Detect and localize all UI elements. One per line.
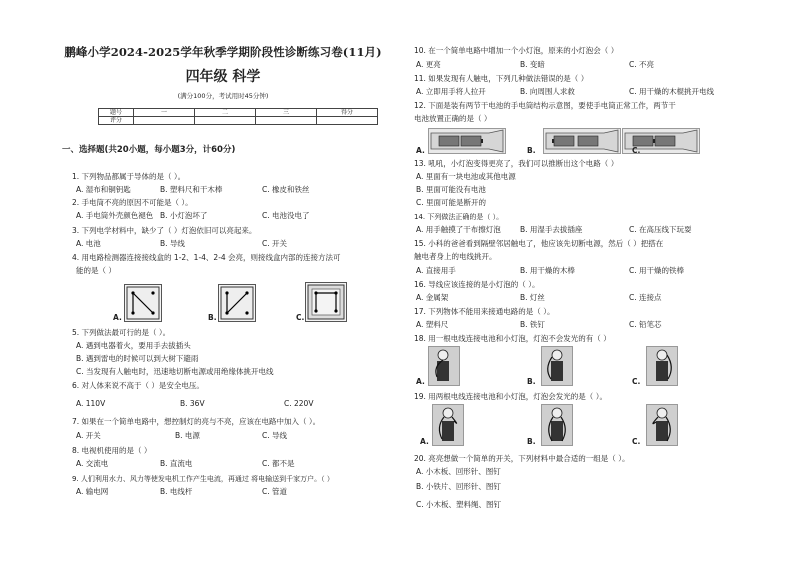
option: A. 输电网: [76, 487, 109, 496]
circuit-photo: [428, 346, 460, 386]
table-cell: 二: [195, 109, 256, 117]
question-text: 4. 用电路检测器连接接线盒的 1-2、1-4、2-4 会亮，则接线盒内部的连接方法可: [72, 253, 341, 262]
option: C. 在高压线下玩耍: [629, 225, 692, 234]
circuit-photo: [646, 404, 678, 446]
option: C. 用干燥的铁棒: [629, 266, 685, 275]
option: B. 塑料尺和干木棒: [160, 185, 223, 194]
option: C. 用干燥的木棍挑开电线: [629, 87, 715, 96]
question-text: 触电者身上的电线挑开。: [414, 252, 497, 261]
option: B. 铁钉: [520, 320, 545, 329]
option: B. 小灯泡坏了: [160, 211, 208, 220]
circuit-photo: [541, 404, 573, 446]
question-text: 5. 下列做法最可行的是（ ）。: [72, 328, 171, 337]
table-cell: [256, 117, 317, 125]
table-cell: [317, 117, 378, 125]
figure-label: C.: [632, 437, 641, 446]
option: C. 小木板、塑料绳、图钉: [416, 500, 502, 509]
option: B. 用湿手去拔插座: [520, 225, 583, 234]
figure-label: C.: [296, 313, 305, 322]
option: B. 变暗: [520, 60, 545, 69]
option: C. 橡皮和铁丝: [262, 185, 310, 194]
option: C. 导线: [262, 431, 288, 440]
table-row: [99, 109, 378, 117]
option: C. 管道: [262, 487, 288, 496]
figure-label: A.: [113, 313, 122, 322]
option: A. 立即用手将人拉开: [416, 87, 486, 96]
table-cell: 题号: [99, 109, 134, 117]
question-text: 能的是（ ）: [76, 266, 116, 275]
question-text: 8. 电视机使用的是（ ）: [72, 446, 152, 455]
question-text: 1. 下列物品都属于导体的是（ ）。: [72, 172, 186, 181]
option: A. 电池: [76, 239, 101, 248]
option: A. 金属架: [416, 293, 449, 302]
option: B. 遇到雷电的时候可以到大树下避雨: [76, 354, 199, 363]
option: A. 塑料尺: [416, 320, 449, 329]
figure-label: A.: [416, 377, 425, 386]
junction-box-figure: [305, 282, 347, 322]
option: C. 不亮: [629, 60, 655, 69]
option: A. 小木板、回形针、图钉: [416, 467, 501, 476]
option: C. 220V: [284, 399, 314, 408]
option: C. 连接点: [629, 293, 662, 302]
option: C. 里面可能是断开的: [416, 198, 487, 207]
option: A. 用手触摸了干布擦灯泡: [416, 225, 501, 234]
question-text: 18. 用一根电线连接电池和小灯泡，灯泡不会发光的有（ ）: [414, 334, 611, 343]
table-cell: [134, 117, 195, 125]
exam-title: 鹏峰小学2024-2025学年秋季学期阶段性诊断练习卷(11月): [64, 45, 382, 59]
table-row: [99, 117, 378, 125]
table-cell: 得分: [317, 109, 378, 117]
option: B. 电线杆: [160, 487, 193, 496]
question-text: 12. 下面是装有两节干电池的手电筒结构示意图，要使手电筒正常工作，两节干: [414, 101, 676, 110]
section-heading: 一、选择题(共20小题，每小题3分，计60分): [62, 145, 236, 155]
option: B. 导线: [160, 239, 185, 248]
question-text: 3. 下列电学材料中，缺少了（ ）灯泡依旧可以亮起来。: [72, 226, 257, 235]
figure-label: B.: [527, 377, 536, 386]
question-text: 9. 人们利用水力、风力等使发电机工作产生电流，再通过 将电输送到千家万户。（ ）: [72, 475, 334, 483]
question-text: 14. 下列做法正确的是（ ）。: [414, 213, 504, 221]
figure-label: A.: [416, 146, 425, 155]
question-text: 10. 在一个简单电路中增加一个小灯泡，原来的小灯泡会（ ）: [414, 46, 619, 55]
option: B. 小铁片、回形针、图钉: [416, 482, 501, 491]
table-cell: 评分: [99, 117, 134, 125]
question-text: 19. 用两根电线连接电池和小灯泡，灯泡会发光的是（ ）。: [414, 392, 607, 401]
figure-label: B.: [527, 146, 536, 155]
question-text: 17. 下列物体不能用来接通电路的是（ ）。: [414, 307, 555, 316]
circuit-photo: [646, 346, 678, 386]
figure-label: A.: [420, 437, 429, 446]
question-text: 2. 手电筒不亮的原因不可能是（ ）。: [72, 198, 193, 207]
exam-subtitle: 四年级 科学: [185, 69, 261, 85]
figure-label: B.: [527, 437, 536, 446]
table-cell: [195, 117, 256, 125]
junction-box-figure: [124, 284, 162, 322]
option: A. 交流电: [76, 459, 109, 468]
junction-box-figure: [218, 284, 256, 322]
flashlight-figure: [543, 128, 621, 154]
option: A. 开关: [76, 431, 101, 440]
figure-label: B.: [208, 313, 217, 322]
option: C. 开关: [262, 239, 288, 248]
question-text: 电池放置正确的是（ ）: [414, 114, 492, 123]
option: C. 铅笔芯: [629, 320, 662, 329]
option: A. 里面有一块电池或其他电源: [416, 172, 516, 181]
circuit-photo: [432, 404, 464, 446]
option: B. 里面可能没有电池: [416, 185, 486, 194]
option: B. 用干燥的木棒: [520, 266, 575, 275]
question-text: 15. 小科的爸爸看到隔壁邻居触电了，他应该先切断电源，然后（ ）把搭在: [414, 239, 664, 248]
option: A. 手电筒外壳颜色褪色: [76, 211, 154, 220]
figure-label: C.: [632, 146, 641, 155]
question-text: 16. 导线应该连接的是小灯泡的（ ）。: [414, 280, 540, 289]
question-text: 13. 吼吼，小灯泡变得更亮了，我们可以推断出这个电路（ ）: [414, 159, 619, 168]
option: C. 当发现有人触电时，迅速地切断电源或用绝缘体挑开电线: [76, 367, 274, 376]
score-table: [98, 108, 378, 125]
flashlight-figure: [428, 128, 506, 154]
option: B. 灯丝: [520, 293, 545, 302]
question-text: 6. 对人体来说不高于（ ）是安全电压。: [72, 381, 204, 390]
option: A. 直接用手: [416, 266, 456, 275]
option: C. 电池没电了: [262, 211, 310, 220]
question-text: 7. 如果在一个简单电路中，想控制灯的亮与不亮，应该在电路中加入（ ）。: [72, 417, 321, 426]
exam-meta: (满分100分，考试用时45分钟): [177, 92, 269, 100]
option: A. 湿布和铜钥匙: [76, 185, 131, 194]
option: A. 遇到电器着火，要用手去拔插头: [76, 341, 191, 350]
option: B. 电源: [175, 431, 200, 440]
option: B. 直流电: [160, 459, 193, 468]
figure-label: C.: [632, 377, 641, 386]
option: B. 向周围人求救: [520, 87, 575, 96]
question-text: 20. 亮亮想做一个简单的开关，下列材料中最合适的一组是（ ）。: [414, 454, 630, 463]
option: A. 更亮: [416, 60, 441, 69]
option: B. 36V: [180, 399, 205, 408]
option: A. 110V: [76, 399, 106, 408]
table-cell: 一: [134, 109, 195, 117]
table-cell: 三: [256, 109, 317, 117]
option: C. 都不是: [262, 459, 295, 468]
question-text: 11. 如果发现有人触电，下列几种做法错误的是（ ）: [414, 74, 589, 83]
circuit-photo: [541, 346, 573, 386]
